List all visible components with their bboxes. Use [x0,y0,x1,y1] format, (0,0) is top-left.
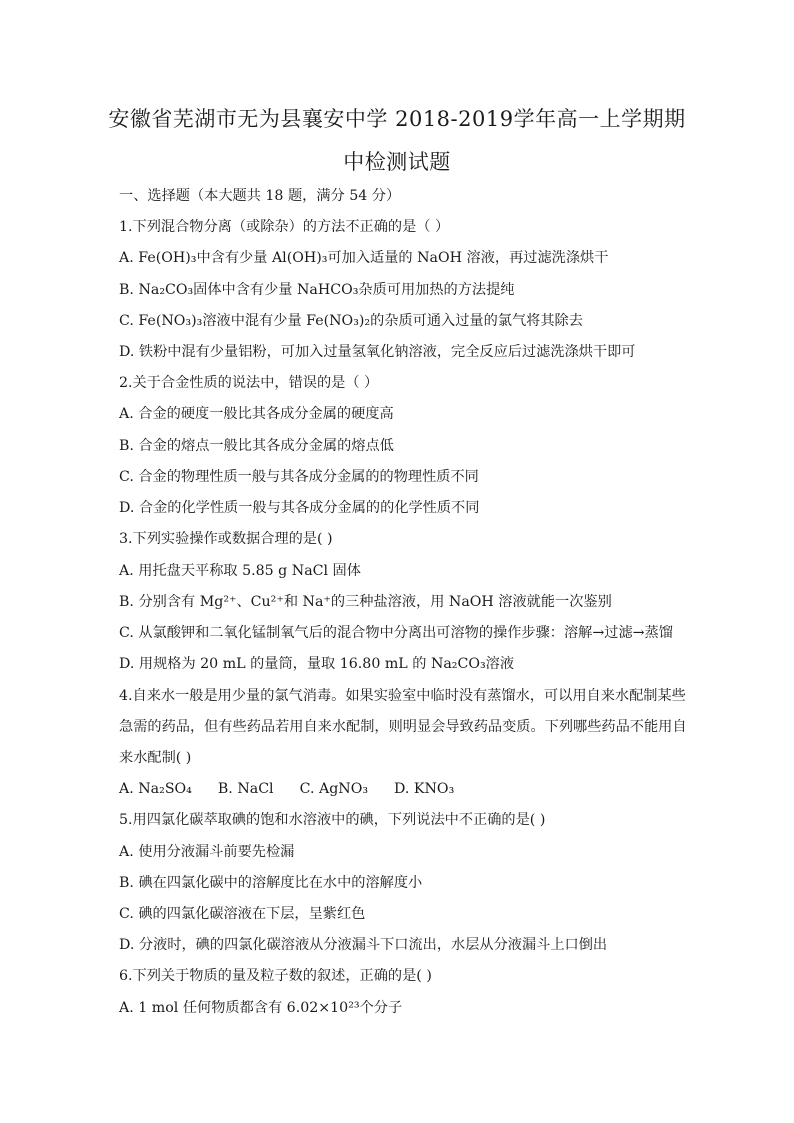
page-title-line-1: 安徽省芜湖市无为县襄安中学 2018-2019学年高一上学期期 [108,107,686,131]
question-2-option-c: C. 合金的物理性质一般与其各成分金属的的物理性质不同 [119,469,479,485]
question-4-stem-line-2: 急需的药品，但有些药品若用自来水配制，则明显会导致药品变质。下列哪些药品不能用自 [119,719,687,735]
question-2-option-b: B. 合金的熔点一般比其各成分金属的熔点低 [119,438,394,454]
question-5-option-c: C. 碘的四氯化碳溶液在下层，呈紫红色 [119,906,366,922]
question-4-option-d: D. KNO₃ [394,781,455,797]
question-5-option-a: A. 使用分液漏斗前要先检漏 [119,844,295,860]
question-4-stem-line-3: 来水配制( ) [119,750,192,766]
question-6-option-a: A. 1 mol 任何物质都含有 6.02×10²³个分子 [119,1000,403,1016]
question-4-option-a: A. Na₂SO₄ [119,781,192,797]
question-1-option-c: C. Fe(NO₃)₃溶液中混有少量 Fe(NO₃)₂的杂质可通入过量的氯气将其除去 [119,313,583,329]
question-4-options [119,779,480,799]
question-4-option-b: B. NaCl [217,781,274,797]
question-3-stem: 3.下列实验操作或数据合理的是( ) [119,531,333,547]
question-5-option-d: D. 分液时，碘的四氯化碳溶液从分液漏斗下口流出，水层从分液漏斗上口倒出 [119,937,608,953]
question-3-option-c: C. 从氯酸钾和二氧化锰制氧气后的混合物中分离出可溶物的操作步骤：溶解→过滤→蒸馏 [119,625,673,641]
question-5-stem: 5.用四氯化碳萃取碘的饱和水溶液中的碘，下列说法中不正确的是( ) [119,812,546,828]
question-1-option-a: A. Fe(OH)₃中含有少量 Al(OH)₃可加入适量的 NaOH 溶液，再过滤洗涤烘干 [119,250,609,266]
question-1-stem: 1.下列混合物分离（或除杂）的方法不正确的是（ ） [119,219,450,235]
question-1-option-b: B. Na₂CO₃固体中含有少量 NaHCO₃杂质可用加热的方法提纯 [119,282,515,298]
question-2-stem: 2.关于合金性质的说法中，错误的是（ ） [119,375,379,391]
question-2-option-a: A. 合金的硬度一般比其各成分金属的硬度高 [119,406,394,422]
question-3-option-b: B. 分别含有 Mg²⁺、Cu²⁺和 Na⁺的三种盐溶液，用 NaOH 溶液就能一次鉴别 [119,594,612,610]
page-title-line-2: 中检测试题 [343,150,451,174]
section-heading: 一、选择题（本大题共 18 题，满分 54 分） [119,188,401,204]
question-4-option-c: C. AgNO₃ [299,781,369,797]
question-3-option-a: A. 用托盘天平称取 5.85 g NaCl 固体 [119,563,361,579]
question-1-option-d: D. 铁粉中混有少量铝粉，可加入过量氢氧化钠溶液，完全反应后过滤洗涤烘干即可 [119,344,636,360]
question-4-stem-line-1: 4.自来水一般是用少量的氯气消毒。如果实验室中临时没有蒸馏水，可以用自来水配制某些 [119,688,686,704]
question-5-option-b: B. 碘在四氯化碳中的溶解度比在水中的溶解度小 [119,875,423,891]
question-6-stem: 6.下列关于物质的量及粒子数的叙述，正确的是( ) [119,968,432,984]
question-3-option-d: D. 用规格为 20 mL 的量筒，量取 16.80 mL 的 Na₂CO₃溶液 [119,656,515,672]
question-2-option-d: D. 合金的化学性质一般与其各成分金属的的化学性质不同 [119,500,480,516]
